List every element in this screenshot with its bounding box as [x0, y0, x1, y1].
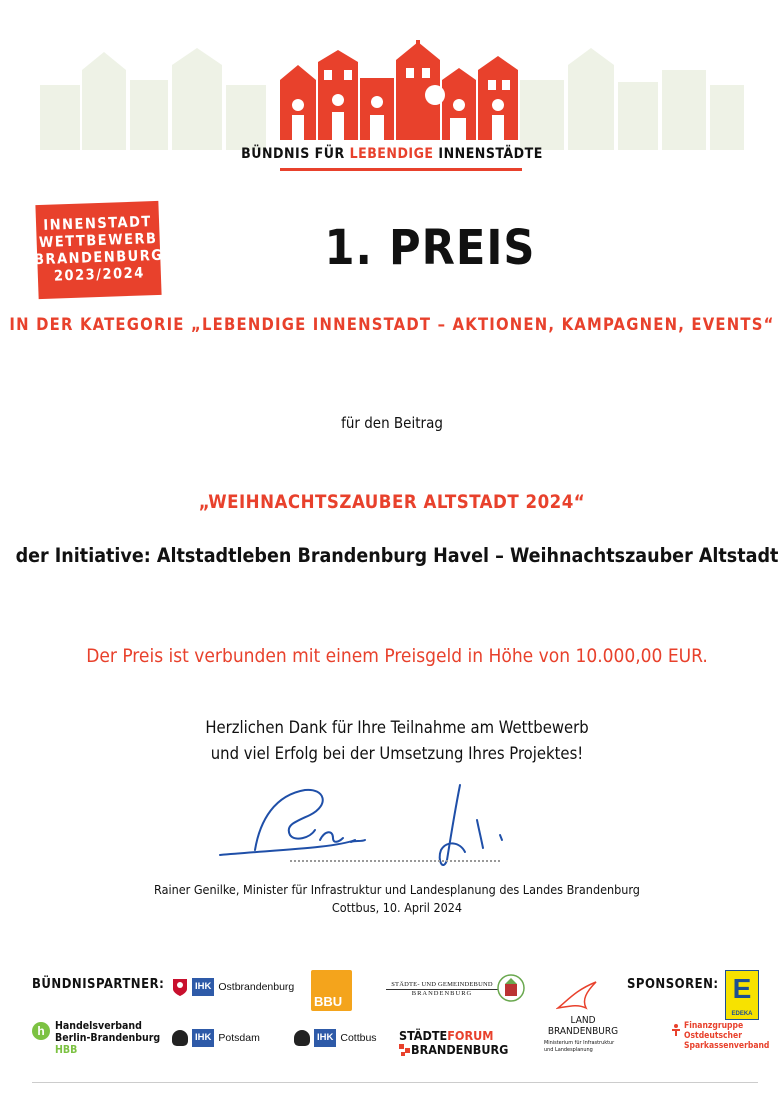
signature-line: [290, 860, 500, 862]
badge-line: 2023/2024: [53, 265, 146, 285]
competition-badge: [33, 201, 164, 299]
hbb-icon: h: [32, 1022, 50, 1040]
skyline-illustration: [40, 40, 744, 150]
badge-line: BRANDENBURG: [33, 247, 164, 269]
ihk-ostbrandenburg-logo: IHK Ostbrandenburg: [172, 977, 294, 997]
partners-label: BÜNDNISPARTNER:: [32, 977, 165, 992]
badge-line: INNENSTADT: [43, 214, 153, 234]
thanks-line: und viel Erfolg bei der Umsetzung Ihres Projektes!: [210, 744, 584, 763]
alliance-title: BÜNDNIS FÜR LEBENDIGE INNENSTÄDTE: [241, 146, 543, 162]
prize-title: 1. PREIS: [324, 220, 536, 276]
sparkassenverband-logo: Finanzgruppe Ostdeutscher Sparkassenverband: [684, 1021, 770, 1051]
thanks-line: Herzlichen Dank für Ihre Teilnahme am Wettbewerb: [205, 718, 589, 737]
town-crest-icon: [497, 972, 525, 1004]
staedte-gemeindebund-logo: STÄDTE- UND GEMEINDEBUND BRANDENBURG: [386, 981, 498, 997]
pixel-squares-icon: [399, 1044, 411, 1058]
award-category: IN DER KATEGORIE „LEBENDIGE INNENSTADT – AKTIONEN, KAMPAGNEN, EVENTS“: [9, 315, 775, 334]
signer-name: Rainer Genilke, Minister für Infrastruktur und Landesplanung des Landes Brandenburg: [154, 882, 640, 897]
hbb-logo: Handelsverband Berlin-Brandenburg HBB: [55, 1020, 161, 1056]
footer-divider: [32, 1082, 758, 1083]
prize-money-text: Der Preis ist verbunden mit einem Preisgeld in Höhe von 10.000,00 EUR.: [86, 645, 708, 667]
initiative-name: der Initiative: Altstadtleben Brandenburg Havel – Weihnachtszauber Altstadt: [15, 544, 779, 567]
staedteforum-logo: STÄDTEFORUM BRANDENBURG: [399, 1028, 509, 1057]
ihk-potsdam-logo: IHK Potsdam: [172, 1029, 260, 1047]
eagle-icon: [172, 1030, 188, 1046]
for-contribution-label: für den Beitrag: [341, 414, 443, 432]
ihk-cottbus-logo: IHK Cottbus: [294, 1029, 377, 1047]
eagle-icon: [172, 977, 188, 997]
bbu-logo: BBU: [311, 970, 352, 1011]
land-brandenburg-eagle-icon: [556, 978, 600, 1014]
project-title: „WEIHNACHTSZAUBER ALTSTADT 2024“: [198, 492, 586, 513]
eagle-icon: [294, 1030, 310, 1046]
alliance-title-underline: [280, 168, 522, 171]
land-brandenburg-logo: LAND BRANDENBURG Ministerium für Infrastruktur und Landesplanung: [544, 1015, 619, 1053]
sponsors-label: SPONSOREN:: [627, 977, 719, 992]
edeka-logo: E EDEKA: [725, 970, 759, 1020]
place-date: Cottbus, 10. April 2024: [331, 900, 463, 915]
sparkasse-icon: [671, 1024, 681, 1036]
badge-line: WETTBEWERB: [38, 230, 158, 252]
